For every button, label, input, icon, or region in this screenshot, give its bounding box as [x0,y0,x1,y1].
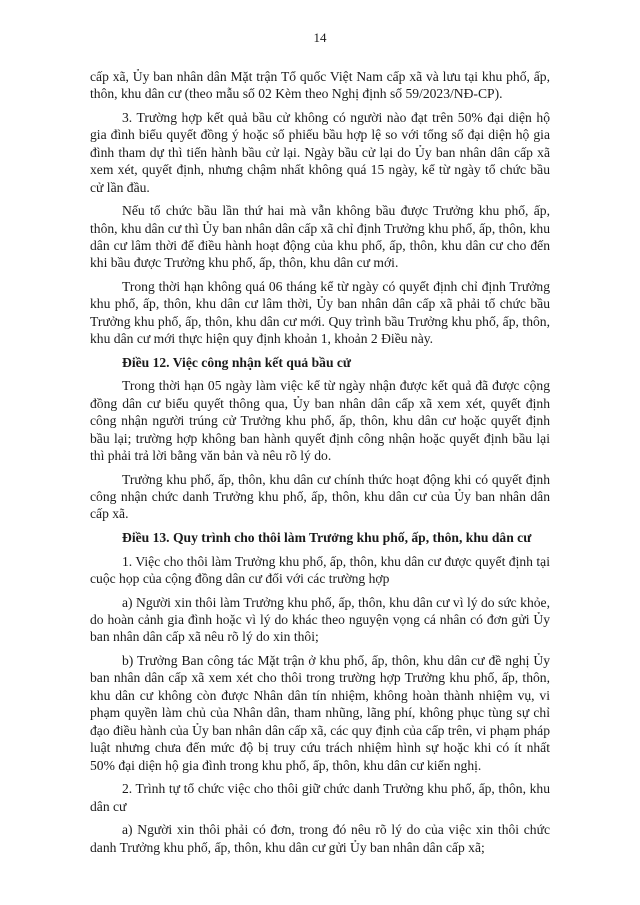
article-13-heading: Điều 13. Quy trình cho thôi làm Trưởng khu phố, ấp, thôn, khu dân cư [122,530,532,546]
document-body [90,68,550,862]
paragraph-second-election: Nếu tổ chức bầu lần thứ hai mà vẫn không bầu được Trưởng khu phố, ấp, thôn, khu dân cư thì Ủy ban nhân dân cấp xã chỉ định Trưởng khu phố, ấp, thôn, khu dân cư lâm thời để điều hành hoạt động của khu phố, ấp, thôn, khu dân cư cho đến khi bầu được Trưởng khu phố, ấp, thôn, khu dân cư mới. [90,203,550,271]
paragraph-continuation: cấp xã, Ủy ban nhân dân Mặt trận Tổ quốc Việt Nam cấp xã và lưu tại khu phố, ấp, thôn, khu dân cư (theo mẫu số 02 Kèm theo Nghị định số 59/2023/NĐ-CP). [90,69,550,102]
paragraph-interim-term: Trong thời hạn không quá 06 tháng kể từ ngày có quyết định chỉ định Trưởng khu phố, ấp, thôn, khu dân cư lâm thời, Ủy ban nhân dân cấp xã phải tổ chức bầu Trưởng khu phố, ấp, thôn, khu dân cư mới. Quy trình bầu Trưởng khu phố, ấp, thôn, khu dân cư mới thực hiện quy định khoản 1, khoản 2 Điều này. [90,279,550,347]
article-12-heading: Điều 12. Việc công nhận kết quả bầu cử [122,354,352,370]
paragraph-point-b-dismissal: b) Trưởng Ban công tác Mặt trận ở khu phố, ấp, thôn, khu dân cư đề nghị Ủy ban nhân dân cấp xã xem xét cho thôi trong trường hợp Trưởng khu phố, ấp, thôn, khu dân cư không còn được Nhân dân tín nhiệm, không hoàn thành nhiệm vụ, vi phạm quyền làm chủ của Nhân dân, tham nhũng, lãng phí, không phục tùng sự chỉ đạo điều hành của Ủy ban nhân dân cấp xã, các quy định của cấp trên, vi phạm pháp luật nhưng chưa đến mức độ bị truy cứu trách nhiệm hình sự hoặc khi có ít nhất 50% đại diện hộ gia đình trong khu phố, ấp, thôn, khu dân cư kiến nghị. [90,653,550,773]
page-number: 14 [313,30,327,45]
paragraph-clause-1: 1. Việc cho thôi làm Trưởng khu phố, ấp, thôn, khu dân cư được quyết định tại cuộc họp của cộng đồng dân cư đối với các trường hợp [90,553,550,587]
paragraph-clause-3: 3. Trường hợp kết quả bầu cử không có người nào đạt trên 50% đại diện hộ gia đình biểu quyết đồng ý hoặc số phiếu bầu hợp lệ so với tổng số đại diện hộ gia đình tham dự thì tiến hành bầu cử lại. Ngày bầu cử lại do Ủy ban nhân dân cấp xã xem xét, quyết định, nhưng chậm nhất không quá 15 ngày, kể từ ngày tổ chức bầu cử lần đầu. [90,110,550,195]
paragraph-point-a-resignation: a) Người xin thôi làm Trưởng khu phố, ấp, thôn, khu dân cư vì lý do sức khỏe, do hoàn cảnh gia đình hoặc vì lý do khác theo nguyện vọng cá nhân có đơn gửi Ủy ban nhân dân cấp xã nêu rõ lý do xin thôi; [90,594,550,645]
paragraph-point-a-application: a) Người xin thôi phải có đơn, trong đó nêu rõ lý do của việc xin thôi chức danh Trưởng khu phố, ấp, thôn, khu dân cư gửi Ủy ban nhân dân cấp xã; [90,822,550,855]
paragraph-official-activity: Trưởng khu phố, ấp, thôn, khu dân cư chính thức hoạt động khi có quyết định công nhận chức danh Trưởng khu phố, ấp, thôn, khu dân cư của Ủy ban nhân dân cấp xã. [90,471,550,522]
paragraph-clause-2: 2. Trình tự tổ chức việc cho thôi giữ chức danh Trưởng khu phố, ấp, thôn, khu dân cư [90,781,550,814]
paragraph-recognition-deadline: Trong thời hạn 05 ngày làm việc kể từ ngày nhận được kết quả đã được cộng đồng dân cư biểu quyết thông qua, Ủy ban nhân dân cấp xã xem xét, quyết định công nhận người trúng cử Trưởng khu phố, ấp, thôn, khu dân cư hoặc quyết định bầu lại; trường hợp không ban hành quyết định công nhận hoặc quyết định bầu lại thì phải trả lời bằng văn bản và nêu rõ lý do. [90,378,550,464]
